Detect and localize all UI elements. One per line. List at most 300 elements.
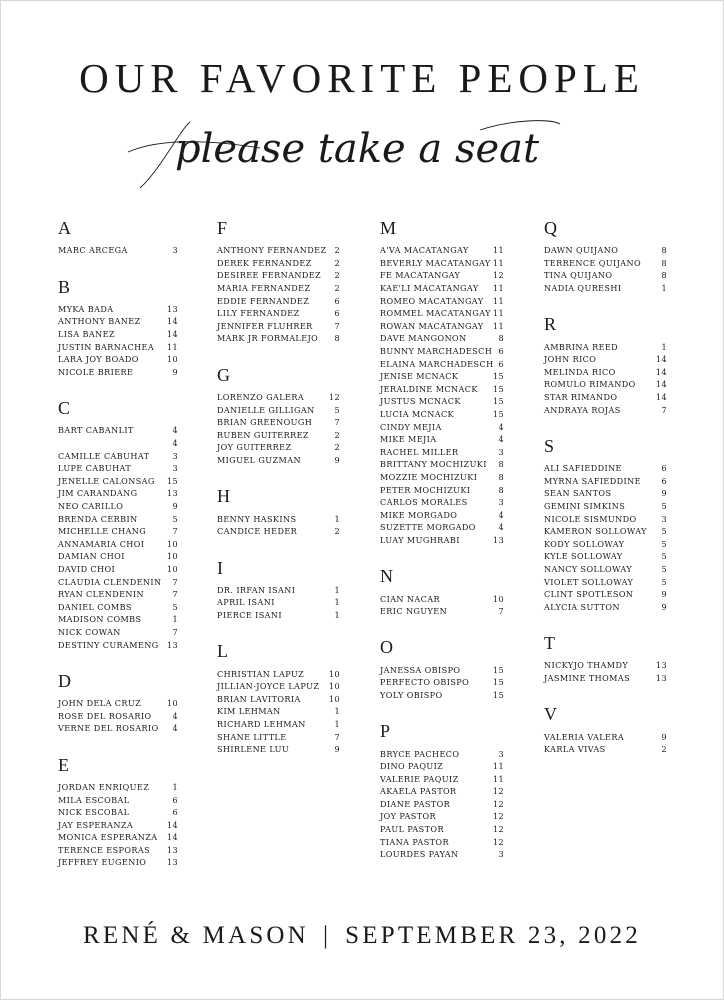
guest-name: BRIAN LAVITORIA: [217, 693, 301, 704]
table-number: 10: [328, 681, 340, 692]
table-number: 15: [492, 396, 504, 407]
guest-row: [58, 709, 178, 722]
guest-name: JORDAN ENRIQUEZ: [58, 781, 150, 792]
guest-row: [544, 672, 667, 685]
guest-row: [217, 416, 340, 429]
guest-name: LOURDES PAYAN: [380, 849, 459, 860]
guest-row: [217, 718, 340, 731]
guest-row: [380, 534, 504, 547]
guest-name: JOY GUITERREZ: [217, 442, 292, 453]
guest-name: SHIRLENE LUU: [217, 744, 290, 755]
table-number: 5: [661, 563, 667, 574]
guest-row: [217, 269, 340, 282]
guest-row: [58, 538, 178, 551]
guest-name: LARA JOY BOADO: [58, 354, 139, 365]
guest-name: BENNY HASKINS: [217, 513, 297, 524]
table-number: 15: [492, 383, 504, 394]
guest-row: [380, 446, 504, 459]
guest-row: [217, 512, 340, 525]
table-number: 12: [492, 811, 504, 822]
guest-row: [544, 353, 667, 366]
table-number: 3: [498, 446, 504, 457]
script-subtitle: [120, 110, 570, 200]
guest-name: JENELLE CALONSAG: [58, 475, 155, 486]
guest-name: NICK ESCOBAL: [58, 807, 130, 818]
table-number: 12: [492, 836, 504, 847]
guest-name: JASMINE THOMAS: [544, 672, 631, 683]
guest-row: [544, 563, 667, 576]
guest-name: VERNE DEL ROSARIO: [58, 723, 159, 734]
guest-column-1: [58, 218, 178, 889]
table-number: 14: [655, 392, 667, 403]
guest-name: TERRENCE QUIJANO: [544, 257, 642, 268]
guest-name: ANTHONY BANEZ: [58, 316, 141, 327]
guest-row: [58, 575, 178, 588]
guest-row: [380, 810, 504, 823]
footer: [0, 922, 724, 950]
guest-name: MYRNA SAFIEDDINE: [544, 475, 641, 486]
table-number: 4: [172, 723, 178, 734]
table-number: 4: [172, 710, 178, 721]
guest-name: A'VA MACATANGAY: [380, 245, 469, 256]
guest-name: VALERIA VALERA: [544, 731, 625, 742]
guest-name: MADISON COMBS: [58, 614, 142, 625]
table-number: 4: [498, 522, 504, 533]
section-letter: V: [544, 704, 557, 725]
guest-row: [380, 835, 504, 848]
guest-name: VIOLET SOLLOWAY: [544, 576, 634, 587]
guest-name: DINO PAQUIZ: [380, 761, 444, 772]
guest-name: MOZZIE MOCHIZUKI: [380, 471, 478, 482]
guest-name: SEAN SANTOS: [544, 488, 612, 499]
table-number: 14: [166, 329, 178, 340]
guest-name: NANCY SOLLOWAY: [544, 563, 633, 574]
guest-row: [380, 357, 504, 370]
guest-name: MYKA BADA: [58, 303, 114, 314]
guest-name: ROMEO MACATANGAY: [380, 295, 484, 306]
guest-column-3: [380, 218, 504, 881]
guest-row: [217, 705, 340, 718]
guest-name: MICHELLE CHANG: [58, 526, 147, 537]
table-number: 1: [172, 781, 178, 792]
guest-name: JAY ESPERANZA: [58, 819, 134, 830]
event-date: SEPTEMBER 23, 2022: [345, 922, 641, 949]
table-number: 6: [498, 358, 504, 369]
guest-name: DAMIAN CHOI: [58, 551, 125, 562]
table-number: 5: [661, 538, 667, 549]
table-number: 1: [334, 597, 340, 608]
guest-name: MIKE MEJIA: [380, 434, 437, 445]
table-number: 10: [328, 668, 340, 679]
table-number: 12: [492, 786, 504, 797]
table-number: 6: [498, 346, 504, 357]
letter-section-m: [380, 218, 504, 546]
table-number: 11: [166, 341, 178, 352]
table-number: 2: [661, 744, 667, 755]
table-number: 5: [172, 601, 178, 612]
guest-row: [58, 856, 178, 869]
section-letter: S: [544, 435, 555, 456]
guest-name: DAVE MANGONON: [380, 333, 467, 344]
letter-section-e: [58, 755, 178, 869]
letter-section-o: [380, 637, 504, 701]
table-number: 14: [655, 379, 667, 390]
table-number: 6: [334, 308, 340, 319]
guest-name: CHRISTIAN LAPUZ: [217, 668, 305, 679]
guest-name: MILA ESCOBAL: [58, 794, 130, 805]
guest-row: [58, 487, 178, 500]
guest-name: ROSE DEL ROSARIO: [58, 710, 152, 721]
guest-row: [58, 315, 178, 328]
table-number: 14: [655, 354, 667, 365]
table-number: 9: [172, 501, 178, 512]
guest-row: [58, 722, 178, 735]
guest-name: JOHN DELA CRUZ: [58, 698, 142, 709]
guest-name: ANDRAYA ROJAS: [544, 404, 621, 415]
guest-name: FE MACATANGAY: [380, 270, 461, 281]
table-number: 15: [492, 664, 504, 675]
guest-row: [544, 475, 667, 488]
table-number: 1: [334, 584, 340, 595]
guest-row: [380, 294, 504, 307]
guest-row: [58, 424, 178, 437]
guest-row: [58, 550, 178, 563]
table-number: 5: [661, 526, 667, 537]
table-number: 5: [172, 513, 178, 524]
table-number: 7: [334, 731, 340, 742]
table-number: 11: [492, 773, 504, 784]
letter-section-b: [58, 277, 178, 379]
table-number: 4: [498, 509, 504, 520]
table-number: 10: [492, 593, 504, 604]
guest-row: [380, 760, 504, 773]
letter-section-h: [217, 486, 340, 537]
guest-name: CARLOS MORALES: [380, 497, 468, 508]
table-number: 8: [661, 245, 667, 256]
table-number: 8: [334, 333, 340, 344]
guest-name: CLAUDIA CLENDENIN: [58, 576, 162, 587]
guest-row: [544, 730, 667, 743]
table-number: 2: [334, 283, 340, 294]
guest-name: LISA BANEZ: [58, 329, 115, 340]
guest-name: JANESSA OBISPO: [380, 664, 461, 675]
guest-name: ELAINA MARCHADESCH: [380, 358, 494, 369]
guest-name: PERFECTO OBISPO: [380, 677, 470, 688]
table-number: 15: [492, 689, 504, 700]
guest-row: [544, 588, 667, 601]
guest-name: PIERCE ISANI: [217, 609, 282, 620]
guest-name: PAUL PASTOR: [380, 824, 444, 835]
guest-name: LILY FERNANDEZ: [217, 308, 300, 319]
guest-row: [380, 508, 504, 521]
guest-name: CLINT SPOTLESON: [544, 589, 634, 600]
guest-row: [544, 378, 667, 391]
guest-name: ROMULO RIMANDO: [544, 379, 636, 390]
guest-row: [58, 793, 178, 806]
guest-name: SHANE LITTLE: [217, 731, 287, 742]
letter-section-q: [544, 218, 667, 294]
table-number: 1: [334, 718, 340, 729]
guest-row: [58, 588, 178, 601]
table-number: 7: [172, 526, 178, 537]
guest-name: DESIREE FERNANDEZ: [217, 270, 322, 281]
section-letter: B: [58, 276, 71, 297]
table-number: 4: [498, 434, 504, 445]
footer-separator: |: [322, 922, 332, 949]
guest-row: [58, 462, 178, 475]
section-letter: D: [58, 670, 71, 691]
guest-row: [217, 403, 340, 416]
guest-name: APRIL ISANI: [217, 597, 275, 608]
section-letter: L: [217, 641, 228, 662]
guest-row: [380, 395, 504, 408]
guest-name: MIKE MORGADO: [380, 509, 458, 520]
guest-row: [544, 366, 667, 379]
table-number: 12: [492, 798, 504, 809]
table-number: 8: [498, 333, 504, 344]
guest-name: RUBEN GUITERREZ: [217, 429, 309, 440]
guest-name: MIGUEL GUZMAN: [217, 455, 301, 466]
guest-row: [380, 420, 504, 433]
table-number: 8: [661, 257, 667, 268]
guest-row: [544, 257, 667, 270]
table-number: 11: [492, 245, 504, 256]
guest-row: [544, 244, 667, 257]
guest-row: [58, 437, 178, 450]
guest-name: DAVID CHOI: [58, 563, 116, 574]
guest-name: BRENDA CERBIN: [58, 513, 138, 524]
guest-row: [380, 269, 504, 282]
section-letter: E: [58, 754, 69, 775]
table-number: 5: [661, 576, 667, 587]
guest-name: LUAY MUGHRABI: [380, 534, 460, 545]
table-number: 11: [492, 295, 504, 306]
guest-name: SUZETTE MORGADO: [380, 522, 476, 533]
guest-name: TIANA PASTOR: [380, 836, 449, 847]
table-number: 11: [492, 320, 504, 331]
guest-row: [217, 441, 340, 454]
table-number: 9: [334, 455, 340, 466]
guest-row: [217, 730, 340, 743]
table-number: 8: [661, 270, 667, 281]
table-number: 5: [661, 551, 667, 562]
table-number: 1: [334, 706, 340, 717]
guest-name: JERALDINE MCNACK: [380, 383, 478, 394]
table-number: 3: [172, 463, 178, 474]
letter-section-f: [217, 218, 340, 345]
table-number: 8: [498, 471, 504, 482]
guest-name: NICOLE SISMUNDO: [544, 513, 637, 524]
guest-row: [544, 659, 667, 672]
guest-row: [380, 605, 504, 618]
table-number: 6: [172, 794, 178, 805]
table-number: 12: [492, 824, 504, 835]
letter-section-v: [544, 704, 667, 755]
guest-name: STAR RIMANDO: [544, 392, 618, 403]
guest-name: KAMERON SOLLOWAY: [544, 526, 647, 537]
table-number: 13: [655, 672, 667, 683]
guest-name: LORENZO GALERA: [217, 392, 305, 403]
table-number: 11: [492, 308, 504, 319]
table-number: 11: [492, 761, 504, 772]
guest-name: JENISE MCNACK: [380, 371, 459, 382]
table-number: 9: [172, 366, 178, 377]
table-number: 2: [334, 442, 340, 453]
guest-row: [544, 487, 667, 500]
table-number: 13: [166, 857, 178, 868]
section-letter: H: [217, 486, 230, 507]
guest-name: JUSTIN BARNACHEA: [58, 341, 155, 352]
guest-row: [380, 496, 504, 509]
guest-name: JILLIAN-JOYCE LAPUZ: [217, 681, 320, 692]
table-number: 1: [334, 513, 340, 524]
guest-name: NEO CARILLO: [58, 501, 124, 512]
table-number: 7: [172, 626, 178, 637]
table-number: 7: [172, 589, 178, 600]
table-number: 15: [166, 475, 178, 486]
guest-row: [217, 282, 340, 295]
guest-name: ALI SAFIEDDINE: [544, 463, 622, 474]
guest-name: CINDY MEJIA: [380, 421, 442, 432]
section-letter: Q: [544, 218, 557, 238]
table-number: 13: [166, 639, 178, 650]
guest-row: [217, 294, 340, 307]
table-number: 11: [492, 283, 504, 294]
table-number: 2: [334, 526, 340, 537]
guest-name: ANNAMARIA CHOI: [58, 538, 145, 549]
guest-row: [58, 500, 178, 513]
table-number: 2: [334, 245, 340, 256]
guest-row: [217, 320, 340, 333]
table-number: 2: [334, 270, 340, 281]
table-number: 13: [492, 534, 504, 545]
table-number: 10: [166, 698, 178, 709]
table-number: 10: [166, 563, 178, 574]
guest-row: [380, 689, 504, 702]
guest-name: DIANE PASTOR: [380, 798, 451, 809]
section-letter: I: [217, 557, 223, 578]
guest-row: [58, 697, 178, 710]
guest-name: CIAN NACAR: [380, 593, 440, 604]
table-number: 2: [334, 257, 340, 268]
guest-row: [217, 307, 340, 320]
table-number: 3: [661, 513, 667, 524]
guest-row: [380, 471, 504, 484]
table-number: 7: [172, 576, 178, 587]
guest-row: [380, 521, 504, 534]
table-number: 3: [172, 450, 178, 461]
guest-row: [544, 743, 667, 756]
guest-row: [380, 307, 504, 320]
table-number: 6: [661, 475, 667, 486]
guest-name: KYLE SOLLOWAY: [544, 551, 623, 562]
guest-row: [217, 244, 340, 257]
table-number: 13: [655, 660, 667, 671]
table-number: 7: [334, 320, 340, 331]
guest-name: MARIA FERNANDEZ: [217, 283, 311, 294]
table-number: 7: [334, 417, 340, 428]
guest-row: [380, 823, 504, 836]
guest-row: [544, 391, 667, 404]
table-number: 15: [492, 371, 504, 382]
page-title: OUR FAVORITE PEOPLE: [79, 55, 645, 101]
guest-name: KAE'LI MACATANGAY: [380, 283, 479, 294]
guest-name: JOY PASTOR: [380, 811, 437, 822]
table-number: 4: [172, 425, 178, 436]
guest-row: [380, 663, 504, 676]
table-number: 10: [166, 354, 178, 365]
guest-name: KODY SOLLOWAY: [544, 538, 625, 549]
guest-row: [58, 244, 178, 257]
guest-row: [380, 244, 504, 257]
guest-row: [217, 680, 340, 693]
guest-name: DR. IRFAN ISANI: [217, 584, 296, 595]
letter-section-n: [380, 566, 504, 617]
guest-row: [380, 332, 504, 345]
table-number: 12: [328, 392, 340, 403]
table-number: 15: [492, 677, 504, 688]
guest-row: [217, 429, 340, 442]
table-number: 1: [172, 614, 178, 625]
letter-section-l: [217, 641, 340, 755]
guest-name: AKAELA PASTOR: [380, 786, 457, 797]
table-number: 12: [492, 270, 504, 281]
guest-name: PETER MOCHIZUKI: [380, 484, 471, 495]
letter-section-a: [58, 218, 178, 257]
guest-row: [58, 831, 178, 844]
guest-name: NICKYJO THAMDY: [544, 660, 629, 671]
guest-row: [217, 332, 340, 345]
guest-row: [58, 328, 178, 341]
guest-row: [58, 353, 178, 366]
guest-row: [544, 282, 667, 295]
table-number: 7: [498, 606, 504, 617]
guest-name: DESTINY CURAMENG: [58, 639, 159, 650]
section-letter: P: [380, 721, 391, 742]
table-number: 3: [172, 245, 178, 256]
guest-name: ROWAN MACATANGAY: [380, 320, 484, 331]
guest-row: [217, 609, 340, 622]
guest-name: MONICA ESPERANZA: [58, 832, 158, 843]
table-number: 9: [334, 744, 340, 755]
table-number: 1: [661, 341, 667, 352]
table-number: 9: [661, 488, 667, 499]
table-number: 4: [172, 438, 178, 449]
guest-row: [380, 257, 504, 270]
guest-name: ANTHONY FERNANDEZ: [217, 245, 327, 256]
table-number: 7: [661, 404, 667, 415]
guest-row: [217, 596, 340, 609]
guest-name: VALERIE PAQUIZ: [380, 773, 459, 784]
letter-section-g: [217, 365, 340, 467]
guest-row: [380, 483, 504, 496]
guest-name: RICHARD LEHMAN: [217, 718, 306, 729]
guest-name: CANDICE HEDER: [217, 526, 298, 537]
guest-name: BRIAN GREENOUGH: [217, 417, 313, 428]
guest-name: JUSTUS MCNACK: [380, 396, 461, 407]
guest-name: RYAN CLENDENIN: [58, 589, 144, 600]
table-number: 14: [655, 366, 667, 377]
guest-row: [544, 538, 667, 551]
guest-name: BRYCE PACHECO: [380, 748, 460, 759]
table-number: 13: [166, 488, 178, 499]
guest-row: [217, 525, 340, 538]
guest-row: [380, 383, 504, 396]
guest-row: [58, 449, 178, 462]
table-number: 1: [661, 283, 667, 294]
table-number: 15: [492, 409, 504, 420]
guest-row: [380, 785, 504, 798]
